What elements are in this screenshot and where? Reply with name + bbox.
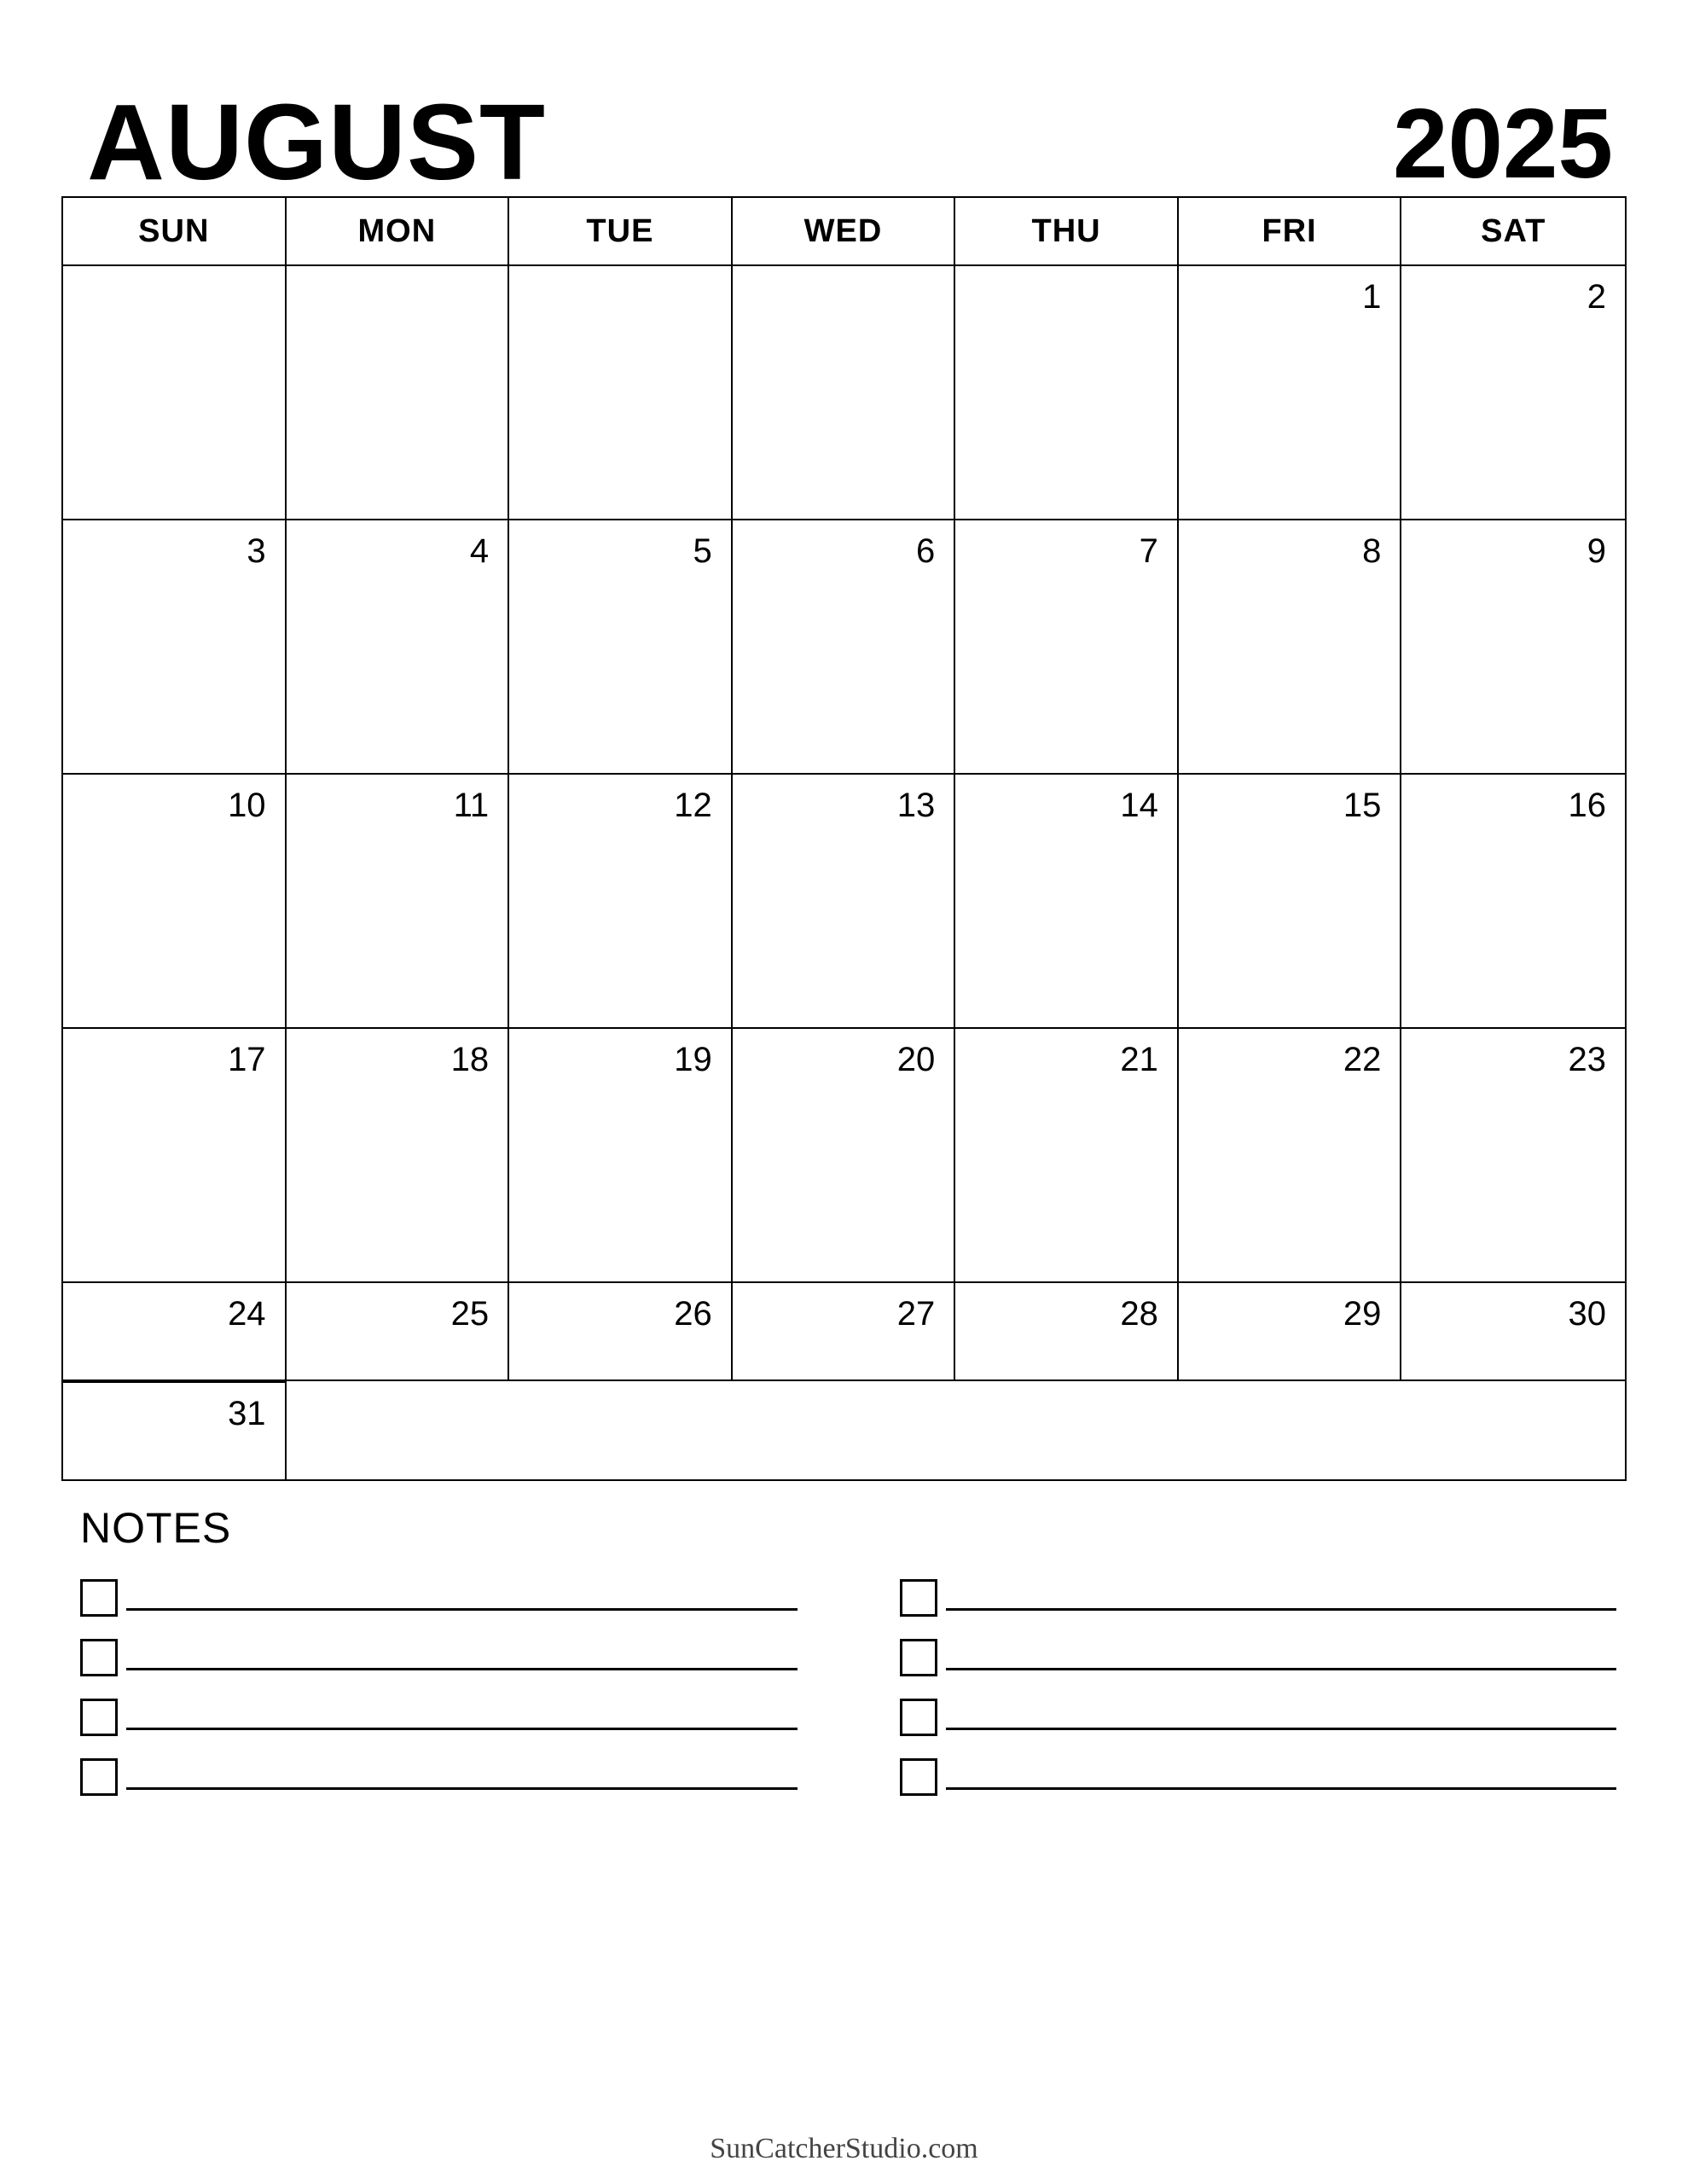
- footer-credit: SunCatcherStudio.com: [710, 2133, 978, 2164]
- note-line[interactable]: [80, 1628, 798, 1687]
- day-cell[interactable]: 27: [733, 1283, 956, 1380]
- day-cell[interactable]: 20: [733, 1029, 956, 1281]
- notes-column-left: [80, 1568, 798, 1807]
- day-cell[interactable]: 3: [63, 520, 287, 773]
- notes-columns: [61, 1568, 1627, 1807]
- calendar-week-row: [63, 520, 1625, 775]
- day-cell: [733, 1381, 956, 1479]
- day-cell: [1401, 1381, 1625, 1479]
- weekday-fri: FRI: [1179, 198, 1402, 264]
- year-title: 2025: [1392, 88, 1613, 199]
- day-cell[interactable]: [287, 266, 510, 519]
- note-line[interactable]: [80, 1568, 798, 1628]
- notes-section: [61, 1481, 1627, 1807]
- note-line[interactable]: [900, 1687, 1617, 1747]
- checkbox-icon[interactable]: [80, 1639, 118, 1676]
- day-cell[interactable]: 22: [1179, 1029, 1402, 1281]
- note-rule[interactable]: [126, 1585, 798, 1611]
- weekday-sun: SUN: [63, 198, 287, 264]
- day-cell[interactable]: [509, 266, 733, 519]
- calendar-week-row: [63, 1283, 1625, 1381]
- day-cell[interactable]: 26: [509, 1283, 733, 1380]
- day-cell[interactable]: 12: [509, 775, 733, 1027]
- checkbox-icon[interactable]: [80, 1579, 118, 1617]
- note-line[interactable]: [80, 1747, 798, 1807]
- day-cell[interactable]: [63, 266, 287, 519]
- day-cell[interactable]: 17: [63, 1029, 287, 1281]
- calendar-week-row: [63, 775, 1625, 1029]
- day-cell[interactable]: 15: [1179, 775, 1402, 1027]
- month-title: AUGUST: [87, 82, 546, 202]
- weekday-header-row: [63, 198, 1625, 266]
- note-rule[interactable]: [126, 1645, 798, 1670]
- day-cell[interactable]: 28: [955, 1283, 1179, 1380]
- day-cell[interactable]: 21: [955, 1029, 1179, 1281]
- day-cell[interactable]: 13: [733, 775, 956, 1027]
- day-cell[interactable]: 8: [1179, 520, 1402, 773]
- day-cell[interactable]: 7: [955, 520, 1179, 773]
- page-title: [61, 34, 1627, 202]
- note-line[interactable]: [900, 1568, 1617, 1628]
- day-cell[interactable]: 14: [955, 775, 1179, 1027]
- day-cell[interactable]: 18: [287, 1029, 510, 1281]
- weekday-sat: SAT: [1481, 213, 1546, 249]
- day-cell[interactable]: 2: [1586, 278, 1606, 316]
- day-cell[interactable]: 31: [63, 1381, 287, 1479]
- day-cell[interactable]: 11: [287, 775, 510, 1027]
- note-line[interactable]: [80, 1687, 798, 1747]
- note-rule[interactable]: [126, 1764, 798, 1790]
- checkbox-icon[interactable]: [900, 1639, 937, 1676]
- day-cell[interactable]: 23: [1568, 1041, 1606, 1078]
- day-cell[interactable]: 6: [733, 520, 956, 773]
- day-cell[interactable]: 5: [509, 520, 733, 773]
- checkbox-icon[interactable]: [900, 1758, 937, 1796]
- note-rule[interactable]: [126, 1705, 798, 1730]
- calendar-week-row: [63, 1381, 1625, 1479]
- day-cell[interactable]: 29: [1179, 1283, 1402, 1380]
- day-cell: [955, 1381, 1179, 1479]
- weekday-wed: WED: [733, 198, 956, 264]
- day-cell[interactable]: 24: [63, 1283, 287, 1380]
- checkbox-icon[interactable]: [900, 1579, 937, 1617]
- calendar-grid: [61, 196, 1627, 1481]
- day-cell[interactable]: 10: [63, 775, 287, 1027]
- calendar-week-row: [63, 266, 1625, 520]
- day-cell[interactable]: [955, 266, 1179, 519]
- notes-column-right: [900, 1568, 1617, 1807]
- note-rule[interactable]: [946, 1764, 1617, 1790]
- note-line[interactable]: [900, 1747, 1617, 1807]
- day-cell: [287, 1381, 510, 1479]
- day-cell[interactable]: 25: [287, 1283, 510, 1380]
- day-cell[interactable]: 9: [1586, 532, 1606, 570]
- checkbox-icon[interactable]: [80, 1758, 118, 1796]
- note-line[interactable]: [900, 1628, 1617, 1687]
- notes-title: NOTES: [80, 1504, 232, 1552]
- weekday-tue: TUE: [509, 198, 733, 264]
- day-cell: [1179, 1381, 1402, 1479]
- day-cell[interactable]: 16: [1568, 787, 1606, 824]
- checkbox-icon[interactable]: [900, 1699, 937, 1736]
- day-cell[interactable]: 4: [287, 520, 510, 773]
- weekday-thu: THU: [955, 198, 1179, 264]
- day-cell: [509, 1381, 733, 1479]
- weekday-mon: MON: [287, 198, 510, 264]
- day-cell[interactable]: [733, 266, 956, 519]
- day-cell[interactable]: 19: [509, 1029, 733, 1281]
- note-rule[interactable]: [946, 1705, 1617, 1730]
- day-cell[interactable]: 30: [1568, 1295, 1606, 1333]
- note-rule[interactable]: [946, 1645, 1617, 1670]
- day-cell[interactable]: 1: [1179, 266, 1402, 519]
- checkbox-icon[interactable]: [80, 1699, 118, 1736]
- calendar-week-row: [63, 1029, 1625, 1283]
- note-rule[interactable]: [946, 1585, 1617, 1611]
